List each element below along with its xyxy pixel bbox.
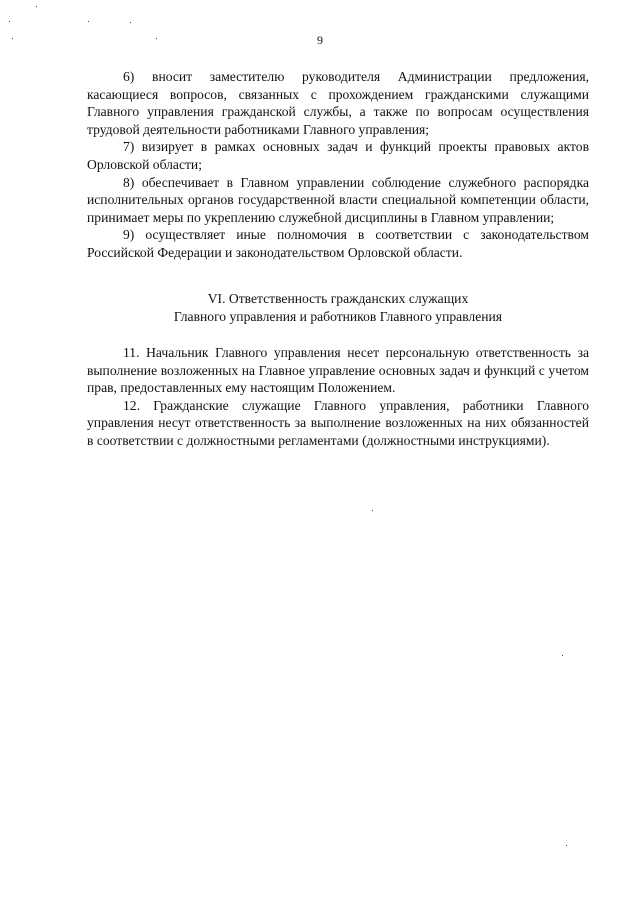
- list-item-7: 7) визирует в рамках основных задач и функций проекты правовых актов Орловской области;: [87, 139, 589, 172]
- scan-speck: [566, 845, 567, 846]
- page-number: 9: [317, 33, 323, 47]
- section-heading-line-1: VI. Ответственность гражданских служащих: [207, 291, 469, 306]
- list-item-9: 9) осуществляет иные полномочия в соответствии с законодательством Российской Федерации и законодательством Орловской области.: [87, 227, 589, 260]
- section-body: [87, 344, 589, 450]
- paragraph-11: 11. Начальник Главного управления несет персональную ответственность за выполнение возложенных на Главное управление основных задач и функций с учетом прав, предоставленных ему настоящим Положением.: [87, 345, 589, 396]
- list-block: [87, 68, 589, 262]
- list-item-8: 8) обеспечивает в Главном управлении соблюдение служебного распорядка исполнительных органов государственной власти специальной компетенции области, принимает меры по укреплению служебной дисциплины в Главном управлении;: [87, 174, 589, 225]
- section-heading: [87, 290, 589, 326]
- scan-speck: [156, 38, 157, 39]
- scan-speck: [562, 655, 563, 656]
- scan-speck: [130, 22, 131, 23]
- scan-speck: [9, 21, 10, 22]
- scan-speck: [36, 6, 37, 7]
- scan-speck: [12, 38, 13, 39]
- list-item-6: 6) вносит заместителю руководителя Администрации предложения, касающиеся вопросов, связанных с прохождением гражданскими служащими Главного управления гражданской службы, а также по вопросам осуществления трудовой деятельности работниками Главного управления;: [87, 69, 589, 137]
- section-heading-line-2: Главного управления и работников Главного управления: [173, 309, 503, 324]
- scan-speck: [88, 21, 89, 22]
- scan-speck: [372, 510, 373, 511]
- paragraph-12: 12. Гражданские служащие Главного управления, работники Главного управления несут ответственность за выполнение возложенных на них обязанностей в соответствии с должностными регламентами (должностными инструкциями).: [87, 397, 589, 448]
